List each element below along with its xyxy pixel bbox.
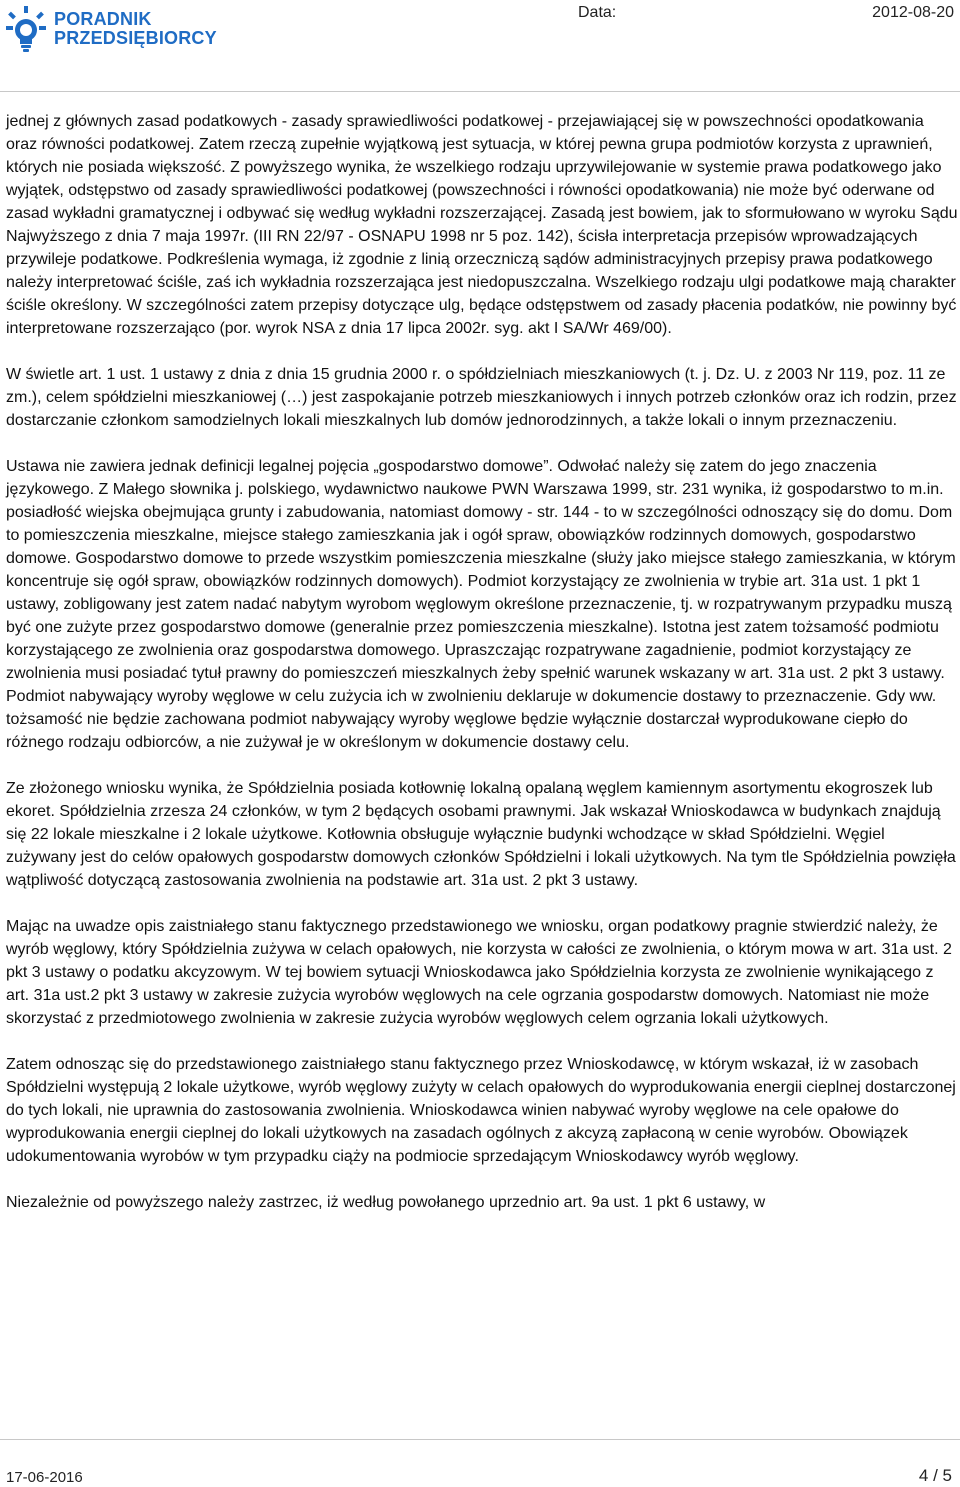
paragraph-1: jednej z głównych zasad podatkowych - zasady sprawiedliwości podatkowej - przejawiającej się w powszechności opodatkowania oraz równości podatkowej. Zatem rzeczą zupełnie wyjątkową jest sytuacja, w której pewna grupa podmiotów korzysta z uprawnień, których nie posiada większość. Z powyższego wynika, że wszelkiego rodzaju uprzywilejowanie w systemie prawa podatkowego jako wyjątek, odstępstwo od zasady sprawiedliwości podatkowej (powszechności i równości opodatkowania) nie może być oderwane od zasad wykładni gramatycznej i odbywać się według wykładni rozszerzającej. Zasadą jest bowiem, jak to sformułowano w wyroku Sądu Najwyższego z dnia 7 maja 1997r. (III RN 22/97 - OSNAPU 1998 nr 5 poz. 142), ścisła interpretacja przepisów wprowadzających przywileje podatkowe. Podkreślenia wymaga, iż zgodnie z linią orzeczniczą sądów administracyjnych przepisy prawa podatkowego należy interpretować ściśle, zaś ich wykładnia rozszerzająca jest niedopuszczalna. Wszelkiego rodzaju ulgi podatkowe mają charakter ściśle określony. W szczególności zatem przepisy dotyczące ulg, będące odstępstwem od zasady płacenia podatków, nie powinny być interpretowane rozszerzająco (por. wyrok NSA z dnia 17 lipca 2002r. syg. akt I SA/Wr 469/00). <box>6 113 958 337</box>
page-header <box>0 0 960 90</box>
header-divider <box>0 91 960 92</box>
logo-line-2: PRZEDSIĘBIORCY <box>54 28 217 48</box>
lightbulb-logo-icon <box>6 6 46 52</box>
paragraph-6: Zatem odnosząc się do przedstawionego zaistniałego stanu faktycznego przez Wnioskodawcę, w którym wskazał, iż w zasobach Spółdzielni występują 2 lokale użytkowe, wyrób węglowy zużyty w celach opałowych do wyprodukowania energii cieplnej dostarczonej do tych lokali, nie uprawnia do zastosowania zwolnienia. Wnioskodawca winien nabywać wyroby węglowe na cele opałowe do wyprodukowania energii cieplnej do lokali użytkowych na zasadach ogólnych z akcyzą zapłaconą w cenie wyrobów. Obowiązek udokumentowania wyrobów w tym przypadku ciąży na podmiocie sprzedającym Wnioskodawcy wyrób węglowy. <box>6 1056 956 1165</box>
footer-divider <box>0 1439 960 1440</box>
page-number: 4 / 5 <box>918 1466 952 1485</box>
date-label: Data: <box>578 4 617 21</box>
paragraph-7: Niezależnie od powyższego należy zastrzec, iż według powołanego uprzednio art. 9a ust. 1 pkt 6 ustawy, w <box>6 1194 766 1211</box>
document-body <box>6 110 958 1237</box>
paragraph-2: W świetle art. 1 ust. 1 ustawy z dnia z dnia 15 grudnia 2000 r. o spółdzielniach mieszkaniowych (t. j. Dz. U. z 2003 Nr 119, poz. 11 ze zm.), celem spółdzielni mieszkaniowej (…) jest zaspokajanie potrzeb mieszkaniowych i innych potrzeb członków oraz ich rodzin, przez dostarczanie członkom samodzielnych lokali mieszkalnych lub domów jednorodzinnych, a także lokali o innym przeznaczeniu. <box>6 366 957 429</box>
paragraph-5: Mając na uwadze opis zaistniałego stanu faktycznego przedstawionego we wniosku, organ podatkowy pragnie stwierdzić należy, że wyrób węglowy, który Spółdzielnia zużywa w celach opałowych, nie korzysta w całości ze zwolnienia, o którym mowa w art. 31a ust. 2 pkt 3 ustawy o podatku akcyzowym. W tej bowiem sytuacji Wnioskodawca jako Spółdzielnia korzysta ze zwolnienie wynikającego z art. 31a ust.2 pkt 3 ustawy w zakresie zużycia wyrobów węglowych na cele ogrzania gospodarstw domowych. Natomiast nie może skorzystać z przedmiotowego zwolnienia w zakresie zużycia wyrobów węglowych celem ogrzania lokali użytkowych. <box>6 918 952 1027</box>
date-value: 2012-08-20 <box>872 4 954 21</box>
brand-logo[interactable] <box>6 6 217 52</box>
footer-date: 17-06-2016 <box>6 1469 83 1486</box>
logo-line-1: PORADNIK <box>54 9 152 29</box>
paragraph-3: Ustawa nie zawiera jednak definicji legalnej pojęcia „gospodarstwo domowe”. Odwołać należy się zatem do jego znaczenia językowego. Z Małego słownika j. polskiego, wydawnictwo naukowe PWN Warszawa 1999, str. 231 wynika, iż gospodarstwo to m.in. posiadłość wiejska obejmująca grunty i zabudowania, natomiast domowy - str. 144 - to w szczególności odnoszący się do domu. Dom to pomieszczenia mieszkalne, miejsce stałego zamieszkania jak i ogół spraw, obowiązków rodzinnych domowych, gospodarstwo domowe. Gospodarstwo domowe to przede wszystkim pomieszczenia mieszkalne (służy jako miejsce stałego zamieszkania, w którym koncentruje się ogół spraw, obowiązków rodzinnych domowych). Podmiot korzystający ze zwolnienia w trybie art. 31a ust. 1 pkt 1 ustawy, zobligowany jest zatem nadać nabytym wyrobom węglowym określone przeznaczenie, tj. w rozpatrywanym przypadku muszą być one zużyte przez gospodarstwo domowe (generalnie przez pomieszczenia mieszkalne). Istotna jest zatem tożsamość podmiotu korzystającego ze zwolnienia oraz gospodarstwa domowego. Upraszczając rozpatrywane zagadnienie, podmiot korzystający ze zwolnienia musi posiadać tytuł prawny do pomieszczeń mieszkalnych żeby spełnić warunek wskazany w art. 31a ust. 2 pkt 3 ustawy. Podmiot nabywający wyroby węglowe w celu zużycia ich w zwolnieniu deklaruje w dokumencie dostawy to przeznaczenie. Gdy ww. tożsamość nie będzie zachowana podmiot nabywający wyroby węglowe będzie wyłącznie dostarczał wyprodukowane ciepło do różnego rodzaju odbiorców, a nie zużywał je w określonym w dokumencie dostawy celu. <box>6 458 956 751</box>
paragraph-4: Ze złożonego wniosku wynika, że Spółdzielnia posiada kotłownię lokalną opalaną węglem kamiennym asortymentu ekogroszek lub ekoret. Spółdzielnia zrzesza 24 członków, w tym 2 będących osobami prawnymi. Jak wskazał Wnioskodawca w budynkach znajdują się 22 lokale mieszkalne i 2 lokale użytkowe. Kotłownia obsługuje wyłącznie budynki wchodzące w skład Spółdzielni. Węgiel zużywany jest do celów opałowych gospodarstw domowych członków Spółdzielni i lokali użytkowych. Na tym tle Spółdzielnia powzięła wątpliwość dotyczącą zastosowania zwolnienia na podstawie art. 31a ust. 2 pkt 3 ustawy. <box>6 780 956 889</box>
logo-wordmark <box>54 10 217 48</box>
